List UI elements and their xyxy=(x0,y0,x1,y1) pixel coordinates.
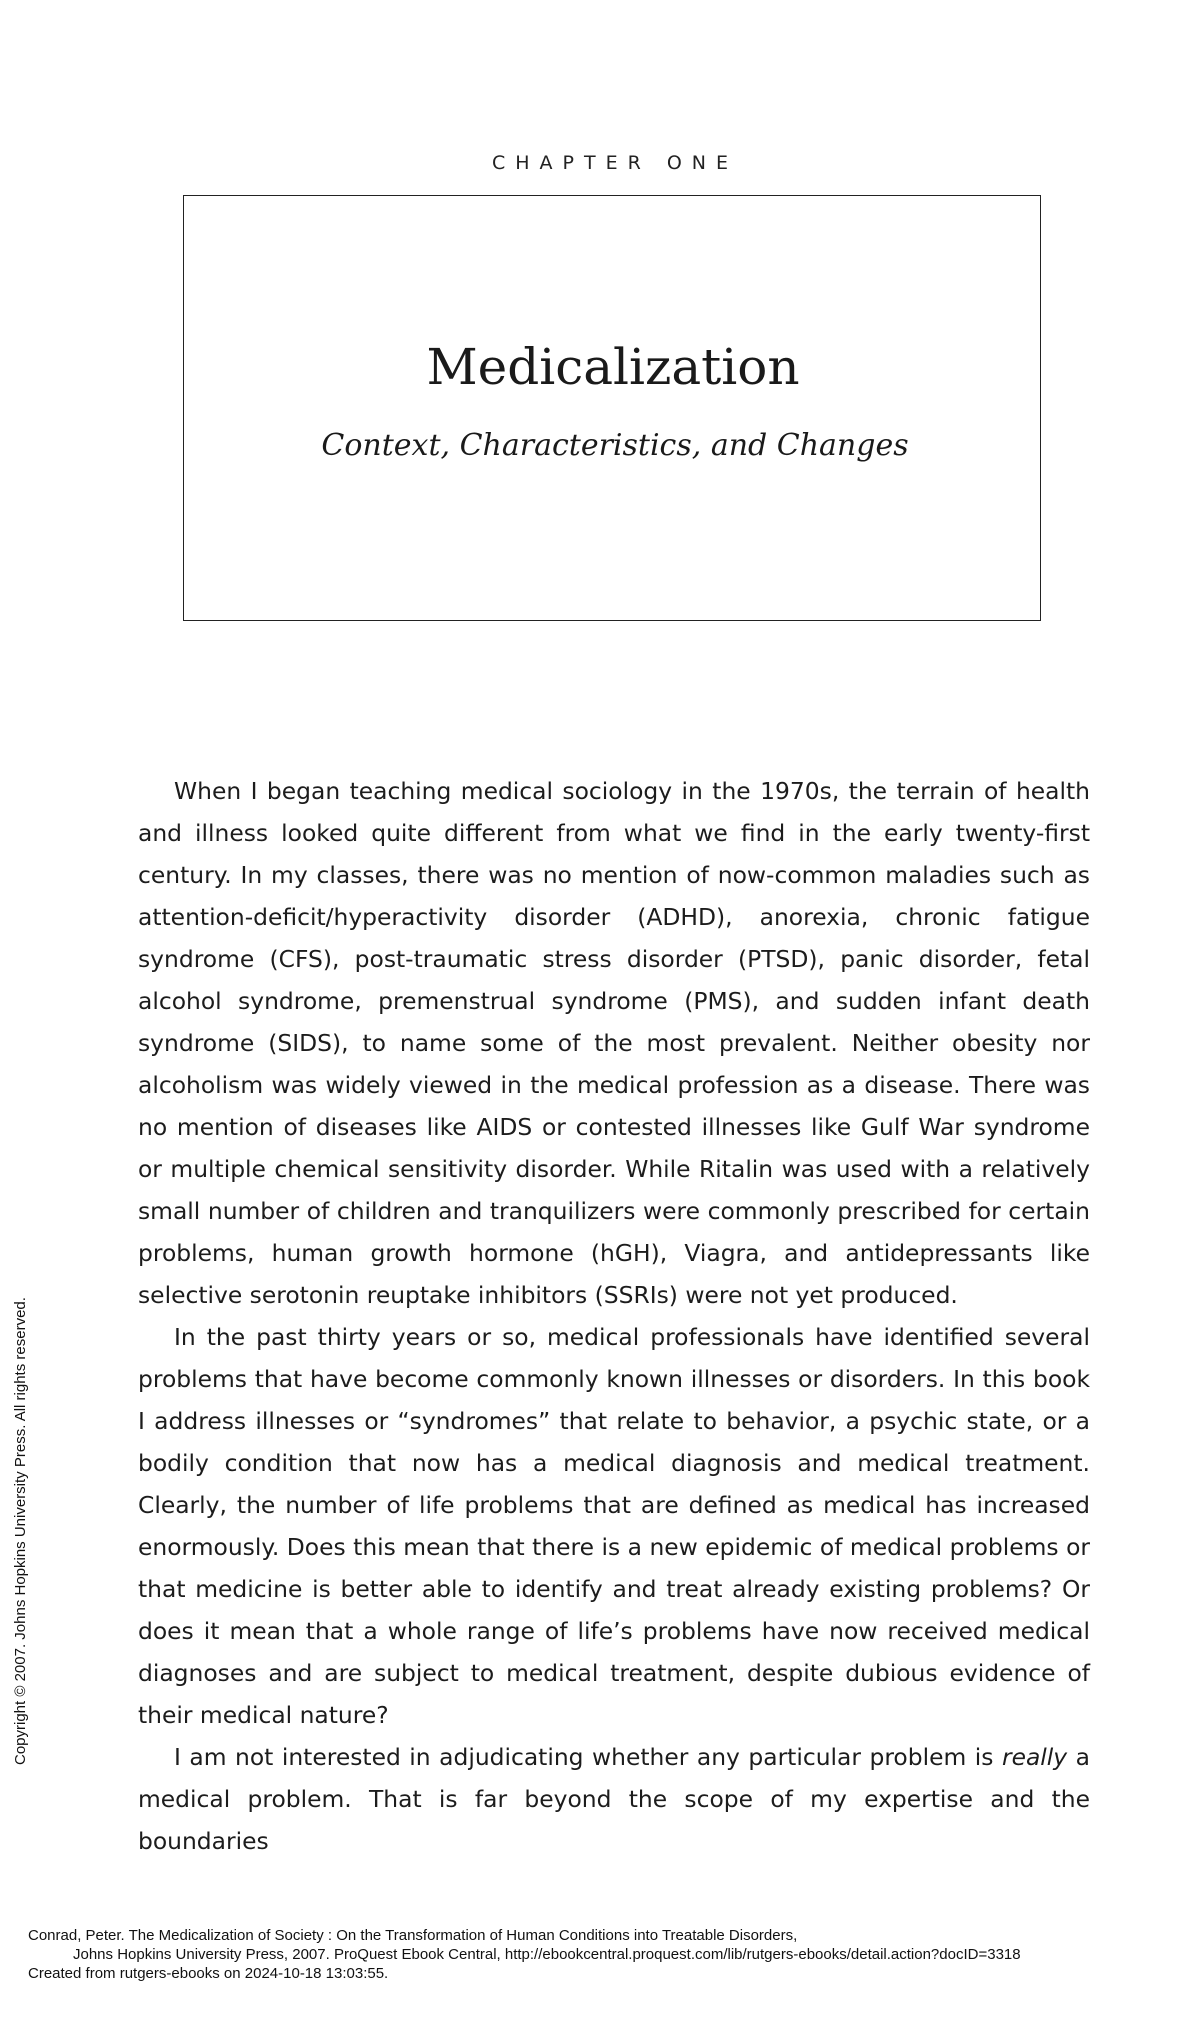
citation-line-3: Created from rutgers-ebooks on 2024-10-18 13:03:55. xyxy=(28,1965,389,1982)
paragraph-1: When I began teaching medical sociology in the 1970s, the terrain of health and illness looked quite different from what we find in the early twenty-first century. In my classes, there was no mention of now-common maladies such as attention-deficit/hyperactivity disorder (ADHD), anorexia, chronic fatigue syndrome (CFS), post-traumatic stress disorder (PTSD), panic disorder, fetal alcohol syndrome, premenstrual syndrome (PMS), and sudden infant death syndrome (SIDS), to name some of the most prevalent. Neither obesity nor alcoholism was widely viewed in the medical profession as a disease. There was no mention of diseases like AIDS or contested illnesses like Gulf War syndrome or multiple chemical sensitivity disorder. While Ritalin was used with a relatively small number of children and tranquilizers were commonly prescribed for certain problems, human growth hormone (hGH), Viagra, and antidepressants like selective serotonin reuptake inhibitors (SSRIs) were not yet produced. xyxy=(138,777,1090,1309)
chapter-subtitle: Context, Characteristics, and Changes xyxy=(321,428,909,463)
citation-line-2: Johns Hopkins University Press, 2007. ProQuest Ebook Central, http://ebookcentral.proquest.com/lib/rutgers-ebooks/detail.action?docID=3318 xyxy=(73,1946,1021,1963)
chapter-title-box xyxy=(183,195,1041,621)
chapter-title: Medicalization xyxy=(426,338,800,396)
paragraph-3-emphasis: really xyxy=(1001,1743,1068,1771)
paragraph-3-start: I am not interested in adjudicating whether any particular problem is xyxy=(174,1743,1002,1771)
citation-line-1: Conrad, Peter. The Medicalization of Society : On the Transformation of Human Conditions into Treatable Disorders, xyxy=(28,1927,798,1944)
paragraph-3-end: a medical problem. That is far beyond the scope of my expertise and the boundaries xyxy=(138,1743,1090,1855)
side-copyright-notice: Copyright © 2007. Johns Hopkins University Press. All rights reserved. xyxy=(12,1297,29,1765)
chapter-label: CHAPTER ONE xyxy=(491,152,739,174)
paragraph-2: In the past thirty years or so, medical professionals have identified several problems that have become commonly known illnesses or disorders. In this book I address illnesses or “syndromes” that relate to behavior, a psychic state, or a bodily condition that now has a medical diagnosis and medical treatment. Clearly, the number of life problems that are defined as medical has increased enormously. Does this mean that there is a new epidemic of medical problems or that medicine is better able to identify and treat already existing problems? Or does it mean that a whole range of life’s problems have now received medical diagnoses and are subject to medical treatment, despite dubious evidence of their medical nature? xyxy=(138,1323,1090,1729)
citation-footer xyxy=(28,1926,1200,1983)
paragraph-3 xyxy=(138,1736,1090,1862)
body-text xyxy=(138,770,1090,1862)
